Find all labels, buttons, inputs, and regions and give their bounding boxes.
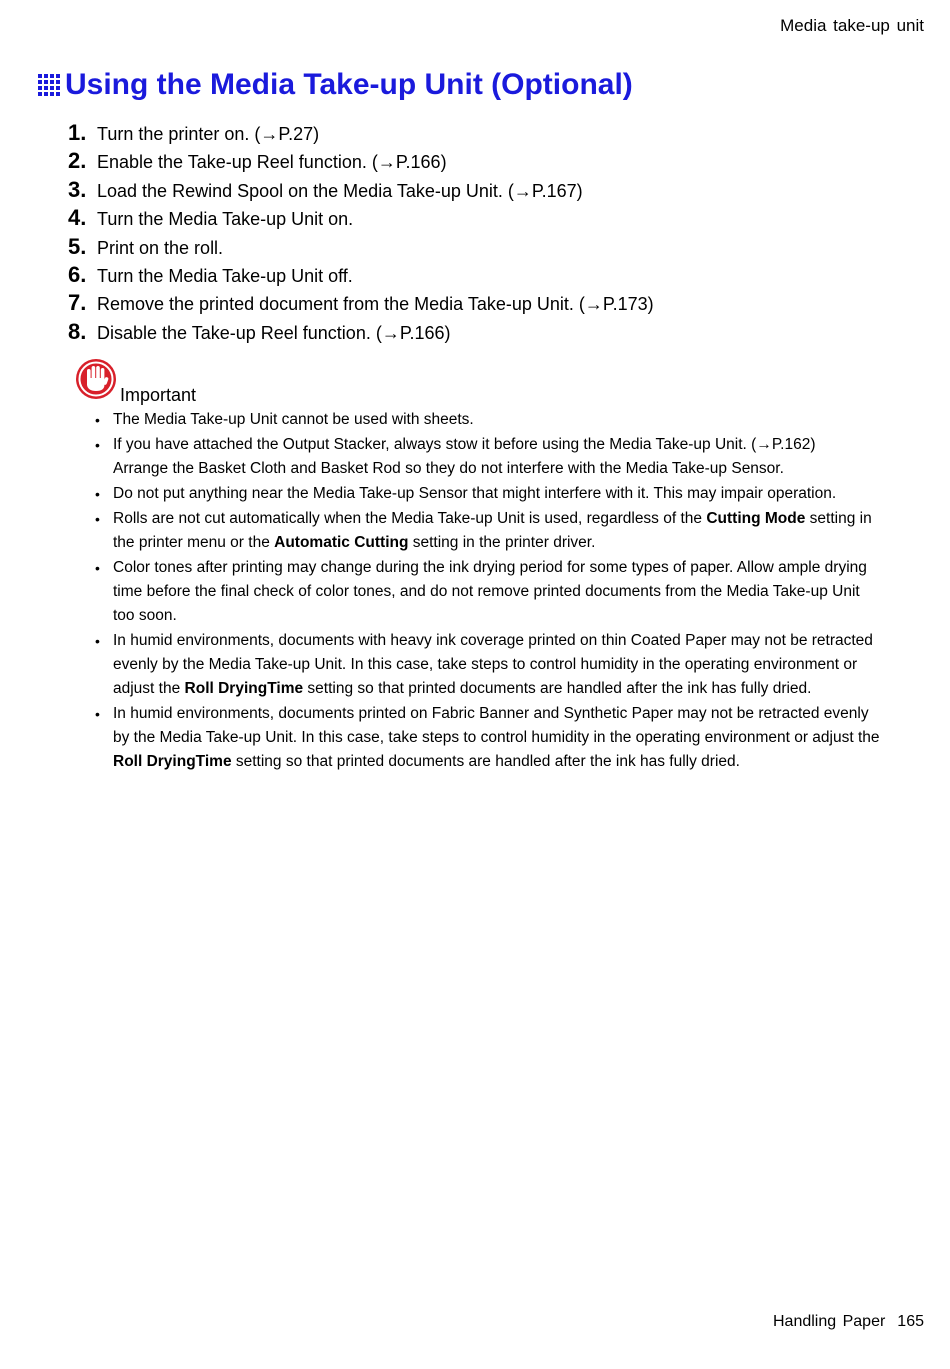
note-line: Arrange the Basket Cloth and Basket Rod so they do not interfere with the Media Take-up Sensor.	[113, 460, 784, 477]
step-number: 7.	[68, 290, 87, 316]
step-text: Turn the printer on. (→P.27)	[97, 124, 320, 144]
step-text: Turn the Media Take-up Unit off.	[97, 265, 353, 286]
step-text: Disable the Take-up Reel function. (→P.166)	[97, 322, 451, 343]
section-heading	[38, 68, 633, 102]
note-text-part: setting so that printed documents are handled after the ink has fully dried.	[231, 753, 740, 770]
step-number: 2.	[68, 148, 87, 174]
procedure-steps	[68, 120, 654, 347]
note-text	[113, 433, 885, 481]
bullet: •	[95, 706, 100, 722]
note-item	[95, 702, 885, 774]
setting-name-roll-dryingtime: Roll DryingTime	[113, 753, 232, 770]
note-text: The Media Take-up Unit cannot be used with sheets.	[113, 411, 474, 428]
step-number: 8.	[68, 318, 87, 344]
note-item	[95, 482, 885, 506]
step-text: Turn the Media Take-up Unit on.	[97, 209, 354, 230]
important-notes	[95, 408, 885, 775]
note-text-part: In humid environments, documents printed on Fabric Banner and Synthetic Paper may not be retracted evenly by the Media Take-up Unit. In this case, take steps to control humidity in the operating environment or adjust the	[113, 705, 880, 746]
note-text: Do not put anything near the Media Take-up Sensor that might interfere with it. This may impair operation.	[113, 485, 837, 502]
bullet: •	[95, 486, 100, 502]
setting-name-roll-dryingtime: Roll DryingTime	[184, 680, 304, 697]
step-item	[68, 234, 654, 262]
step-item	[68, 262, 654, 290]
bullet: •	[95, 633, 100, 649]
step-text: Print on the roll.	[97, 237, 224, 258]
note-item	[95, 556, 885, 628]
step-item	[68, 177, 654, 205]
step-item	[68, 290, 654, 318]
hand-stop-icon	[74, 358, 118, 402]
step-item	[68, 319, 654, 347]
important-heading	[74, 358, 197, 405]
step-number: 5.	[68, 233, 87, 259]
step-text: Load the Rewind Spool on the Media Take-up Unit. (→P.167)	[97, 180, 583, 201]
setting-name-cutting-mode: Cutting Mode	[706, 510, 806, 527]
grid-icon	[38, 74, 60, 96]
bullet: •	[95, 437, 100, 453]
note-text-part: setting so that printed documents are handled after the ink has fully dried.	[303, 680, 812, 697]
step-item	[68, 148, 654, 176]
note-text	[113, 507, 885, 555]
important-label: Important	[120, 385, 197, 405]
step-item	[68, 205, 654, 233]
step-item	[68, 120, 654, 148]
page-footer	[773, 1313, 924, 1331]
page-title: Using the Media Take-up Unit (Optional)	[65, 68, 633, 101]
note-text: Color tones after printing may change during the ink drying period for some types of paper. Allow ample drying time before the final check of color tones, and do not remove printed documents from the Media Take-up Unit too soon.	[113, 559, 867, 624]
page-number: 165	[897, 1313, 924, 1330]
note-item	[95, 433, 885, 481]
note-line: If you have attached the Output Stacker, always stow it before using the Media Take-up Unit. (→P.162)	[113, 436, 816, 453]
note-text-part: Rolls are not cut automatically when the Media Take-up Unit is used, regardless of the	[113, 510, 707, 527]
note-text-part: setting in the printer driver.	[408, 534, 596, 551]
setting-name-automatic-cutting: Automatic Cutting	[274, 534, 409, 551]
bullet: •	[95, 560, 100, 576]
note-text-part: setting in the printer menu or the	[113, 510, 872, 551]
step-text: Enable the Take-up Reel function. (→P.166)	[97, 152, 447, 173]
step-number: 1.	[68, 120, 87, 145]
note-item	[95, 408, 885, 432]
note-item	[95, 507, 885, 555]
note-text	[113, 629, 885, 701]
bullet: •	[95, 511, 100, 527]
running-head: Media take-up unit	[780, 16, 924, 35]
step-text: Remove the printed document from the Media Take-up Unit. (→P.173)	[97, 294, 654, 315]
step-number: 4.	[68, 205, 87, 231]
note-item	[95, 629, 885, 701]
footer-section: Handling Paper	[773, 1313, 886, 1330]
step-number: 6.	[68, 261, 87, 287]
step-number: 3.	[68, 176, 87, 202]
note-text	[113, 702, 885, 774]
bullet: •	[95, 412, 100, 428]
note-text-part: In humid environments, documents with heavy ink coverage printed on thin Coated Paper may not be retracted evenly by the Media Take-up Unit. In this case, take steps to control humidity in the operating environment or adjust the	[113, 632, 873, 697]
